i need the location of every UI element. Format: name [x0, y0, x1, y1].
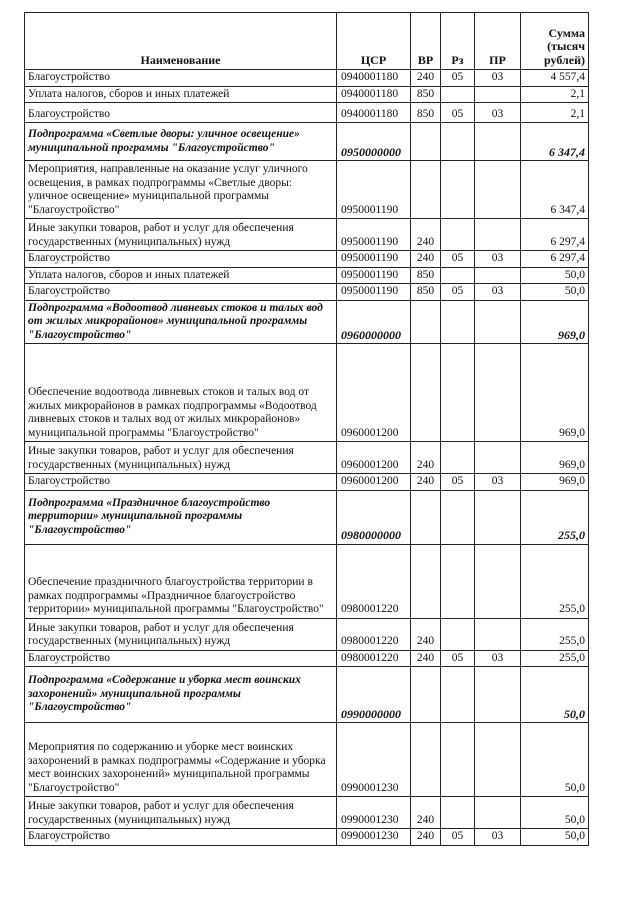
cell-vr: 850 — [411, 103, 441, 123]
cell-vr: 850 — [411, 284, 441, 301]
table-row — [25, 284, 589, 301]
cell-rz — [441, 797, 475, 829]
table-row — [25, 103, 589, 123]
cell-pr: 03 — [475, 284, 521, 301]
cell-vr: 240 — [411, 219, 441, 251]
subprogram-row — [25, 300, 589, 344]
cell-sum: 969,0 — [521, 344, 589, 442]
cell-csr: 0950001190 — [337, 161, 411, 219]
table-row — [25, 267, 589, 284]
cell-csr: 0960000000 — [337, 300, 411, 344]
cell-name: Мероприятия, направленные на оказание услуг уличного освещения, в рамках подпрограммы «Светлые дворы: уличное освещение» муниципальной программы "Благоустройство" — [25, 161, 337, 219]
cell-pr — [475, 161, 521, 219]
cell-vr: 240 — [411, 829, 441, 846]
cell-rz — [441, 219, 475, 251]
cell-sum: 50,0 — [521, 829, 589, 846]
cell-name: Благоустройство — [25, 829, 337, 846]
subprogram-row — [25, 490, 589, 544]
cell-sum: 50,0 — [521, 667, 589, 723]
cell-csr: 0980001220 — [337, 618, 411, 650]
cell-sum: 255,0 — [521, 618, 589, 650]
header-rz: Рз — [441, 13, 475, 70]
cell-pr — [475, 490, 521, 544]
cell-pr — [475, 267, 521, 284]
cell-pr — [475, 86, 521, 103]
cell-csr: 0940001180 — [337, 70, 411, 87]
cell-sum: 2,1 — [521, 103, 589, 123]
table-row — [25, 86, 589, 103]
cell-name: Подпрограмма «Содержание и уборка мест воинских захоронений» муниципальной программы "Благоустройство" — [25, 667, 337, 723]
cell-vr — [411, 723, 441, 797]
cell-name: Подпрограмма «Праздничное благоустройство территории» муниципальной программы "Благоустройство" — [25, 490, 337, 544]
cell-vr — [411, 490, 441, 544]
table-row — [25, 70, 589, 87]
header-name: Наименование — [25, 13, 337, 70]
cell-vr: 240 — [411, 650, 441, 667]
table-row — [25, 251, 589, 268]
cell-pr — [475, 797, 521, 829]
cell-csr: 0950000000 — [337, 123, 411, 161]
cell-pr — [475, 442, 521, 474]
cell-rz — [441, 161, 475, 219]
cell-vr: 240 — [411, 797, 441, 829]
cell-rz — [441, 667, 475, 723]
cell-csr: 0960001200 — [337, 442, 411, 474]
cell-name: Благоустройство — [25, 103, 337, 123]
cell-name: Обеспечение водоотвода ливневых стоков и талых вод от жилых микрорайонов в рамках подпрограммы «Водоотвод ливневых стоков и талых вод от жилых микрорайонов» муниципальной программы "Благоустройство" — [25, 344, 337, 442]
cell-pr — [475, 123, 521, 161]
cell-csr: 0960001200 — [337, 474, 411, 491]
cell-name: Благоустройство — [25, 474, 337, 491]
header-csr: ЦСР — [337, 13, 411, 70]
cell-vr: 240 — [411, 251, 441, 268]
cell-name: Иные закупки товаров, работ и услуг для обеспечения государственных (муниципальных) нужд — [25, 442, 337, 474]
cell-csr: 0950001190 — [337, 251, 411, 268]
cell-vr — [411, 344, 441, 442]
cell-pr: 03 — [475, 650, 521, 667]
cell-sum: 6 297,4 — [521, 251, 589, 268]
cell-name: Иные закупки товаров, работ и услуг для обеспечения государственных (муниципальных) нужд — [25, 219, 337, 251]
cell-name: Мероприятия по содержанию и уборке мест воинских захоронений в рамках подпрограммы «Содержание и уборка мест воинских захоронений» муниципальной программы "Благоустройство" — [25, 723, 337, 797]
cell-pr: 03 — [475, 251, 521, 268]
cell-rz — [441, 544, 475, 618]
cell-csr: 0990000000 — [337, 667, 411, 723]
cell-vr: 240 — [411, 618, 441, 650]
cell-sum: 969,0 — [521, 474, 589, 491]
table-row — [25, 650, 589, 667]
header-vr: ВР — [411, 13, 441, 70]
cell-pr — [475, 667, 521, 723]
cell-sum: 2,1 — [521, 86, 589, 103]
cell-rz: 05 — [441, 284, 475, 301]
subprogram-row — [25, 667, 589, 723]
cell-pr — [475, 618, 521, 650]
cell-rz — [441, 300, 475, 344]
cell-name: Уплата налогов, сборов и иных платежей — [25, 86, 337, 103]
cell-pr — [475, 344, 521, 442]
table-row — [25, 544, 589, 618]
cell-sum: 50,0 — [521, 284, 589, 301]
cell-vr — [411, 544, 441, 618]
cell-pr: 03 — [475, 103, 521, 123]
cell-name: Благоустройство — [25, 284, 337, 301]
cell-sum: 255,0 — [521, 650, 589, 667]
cell-rz — [441, 267, 475, 284]
cell-sum: 6 347,4 — [521, 161, 589, 219]
cell-sum: 969,0 — [521, 442, 589, 474]
cell-name: Обеспечение праздничного благоустройства территории в рамках подпрограммы «Праздничное благоустройство территории» муниципальной программы "Благоустройство" — [25, 544, 337, 618]
table-row — [25, 344, 589, 442]
cell-vr: 240 — [411, 442, 441, 474]
cell-rz: 05 — [441, 474, 475, 491]
cell-pr — [475, 544, 521, 618]
cell-sum: 4 557,4 — [521, 70, 589, 87]
cell-vr: 850 — [411, 267, 441, 284]
cell-vr — [411, 161, 441, 219]
table-row — [25, 618, 589, 650]
budget-table — [24, 12, 589, 846]
table-body — [25, 70, 589, 846]
cell-rz — [441, 723, 475, 797]
header-pr: ПР — [475, 13, 521, 70]
cell-csr: 0940001180 — [337, 86, 411, 103]
cell-name: Благоустройство — [25, 251, 337, 268]
cell-csr: 0990001230 — [337, 829, 411, 846]
cell-rz: 05 — [441, 829, 475, 846]
cell-rz — [441, 344, 475, 442]
cell-csr: 0990001230 — [337, 723, 411, 797]
header-sum: Сумма (тысяч рублей) — [521, 13, 589, 70]
cell-name: Благоустройство — [25, 650, 337, 667]
cell-csr: 0950001190 — [337, 219, 411, 251]
cell-name: Подпрограмма «Светлые дворы: уличное освещение» муниципальной программы "Благоустройство" — [25, 123, 337, 161]
cell-rz — [441, 618, 475, 650]
cell-pr — [475, 300, 521, 344]
cell-csr: 0950001190 — [337, 267, 411, 284]
budget-table-sheet — [24, 12, 588, 846]
cell-name: Благоустройство — [25, 70, 337, 87]
cell-rz — [441, 123, 475, 161]
header-row — [25, 13, 589, 70]
cell-sum: 969,0 — [521, 300, 589, 344]
cell-sum: 50,0 — [521, 267, 589, 284]
table-row — [25, 723, 589, 797]
table-row — [25, 797, 589, 829]
cell-csr: 0960001200 — [337, 344, 411, 442]
cell-rz — [441, 442, 475, 474]
cell-vr: 850 — [411, 86, 441, 103]
cell-pr: 03 — [475, 474, 521, 491]
cell-vr — [411, 300, 441, 344]
cell-name: Уплата налогов, сборов и иных платежей — [25, 267, 337, 284]
table-row — [25, 474, 589, 491]
cell-sum: 50,0 — [521, 723, 589, 797]
cell-pr: 03 — [475, 70, 521, 87]
subprogram-row — [25, 123, 589, 161]
cell-name: Подпрограмма «Водоотвод ливневых стоков и талых вод от жилых микрорайонов» муниципальной программы "Благоустройство" — [25, 300, 337, 344]
cell-rz: 05 — [441, 70, 475, 87]
cell-rz — [441, 490, 475, 544]
cell-csr: 0990001230 — [337, 797, 411, 829]
cell-sum: 255,0 — [521, 490, 589, 544]
table-row — [25, 442, 589, 474]
cell-pr — [475, 723, 521, 797]
cell-rz: 05 — [441, 103, 475, 123]
cell-vr: 240 — [411, 70, 441, 87]
cell-csr: 0980001220 — [337, 650, 411, 667]
cell-sum: 6 347,4 — [521, 123, 589, 161]
cell-csr: 0940001180 — [337, 103, 411, 123]
cell-rz — [441, 86, 475, 103]
cell-vr: 240 — [411, 474, 441, 491]
table-row — [25, 829, 589, 846]
table-row — [25, 219, 589, 251]
cell-rz: 05 — [441, 650, 475, 667]
cell-sum: 50,0 — [521, 797, 589, 829]
cell-name: Иные закупки товаров, работ и услуг для обеспечения государственных (муниципальных) нужд — [25, 618, 337, 650]
cell-name: Иные закупки товаров, работ и услуг для обеспечения государственных (муниципальных) нужд — [25, 797, 337, 829]
cell-sum: 255,0 — [521, 544, 589, 618]
cell-vr — [411, 123, 441, 161]
cell-rz: 05 — [441, 251, 475, 268]
cell-csr: 0950001190 — [337, 284, 411, 301]
table-row — [25, 161, 589, 219]
cell-sum: 6 297,4 — [521, 219, 589, 251]
cell-csr: 0980000000 — [337, 490, 411, 544]
cell-pr — [475, 219, 521, 251]
cell-csr: 0980001220 — [337, 544, 411, 618]
cell-vr — [411, 667, 441, 723]
cell-pr: 03 — [475, 829, 521, 846]
